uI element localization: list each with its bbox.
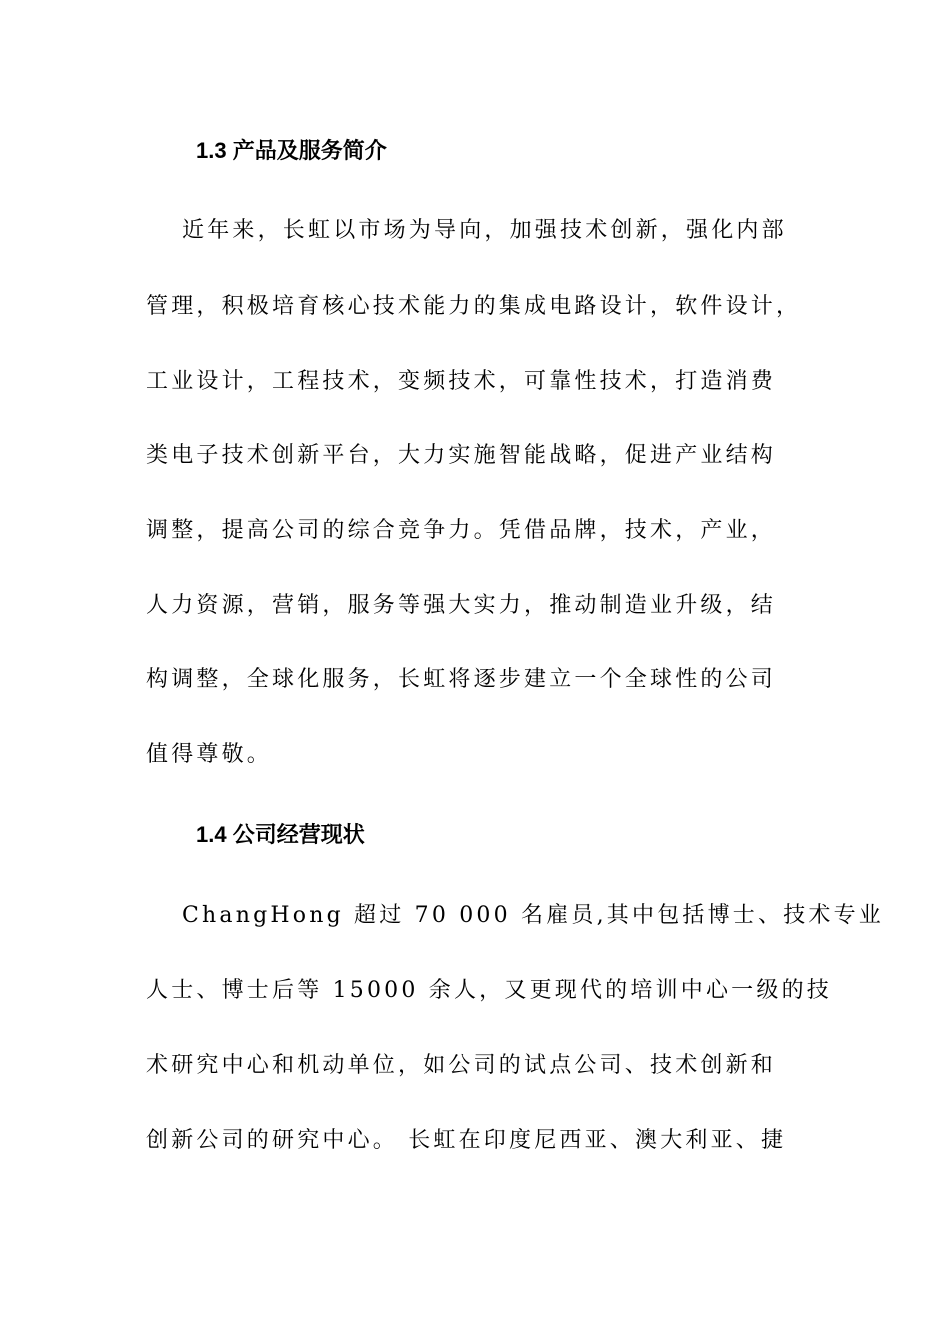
paragraph-line: 术研究中心和机动单位，如公司的试点公司、技术创新和	[146, 1053, 777, 1078]
paragraph-line: ChangHong 超过 70 000 名雇员,其中包括博士、技术专业	[182, 903, 885, 928]
paragraph-line: 人士、博士后等 15000 余人，又更现代的培训中心一级的技	[146, 978, 832, 1003]
section-heading-1-4: 1.4 公司经营现状	[196, 822, 365, 847]
paragraph-line: 近年来，长虹以市场为导向，加强技术创新，强化内部	[182, 218, 787, 243]
paragraph-line: 工业设计，工程技术，变频技术，可靠性技术，打造消费	[146, 369, 777, 394]
paragraph-line: 创新公司的研究中心。 长虹在印度尼西亚、澳大利亚、捷	[146, 1128, 787, 1153]
paragraph-line: 构调整，全球化服务，长虹将逐步建立一个全球性的公司	[146, 667, 777, 692]
paragraph-line: 类电子技术创新平台，大力实施智能战略，促进产业结构	[146, 443, 777, 468]
paragraph-line: 管理，积极培育核心技术能力的集成电路设计，软件设计，	[146, 294, 802, 319]
paragraph-line: 调整，提高公司的综合竞争力。凭借品牌，技术，产业，	[146, 518, 777, 543]
section-heading-1-3: 1.3 产品及服务简介	[196, 138, 387, 163]
paragraph-line: 值得尊敬。	[146, 742, 273, 767]
paragraph-line: 人力资源，营销，服务等强大实力，推动制造业升级，结	[146, 593, 777, 618]
